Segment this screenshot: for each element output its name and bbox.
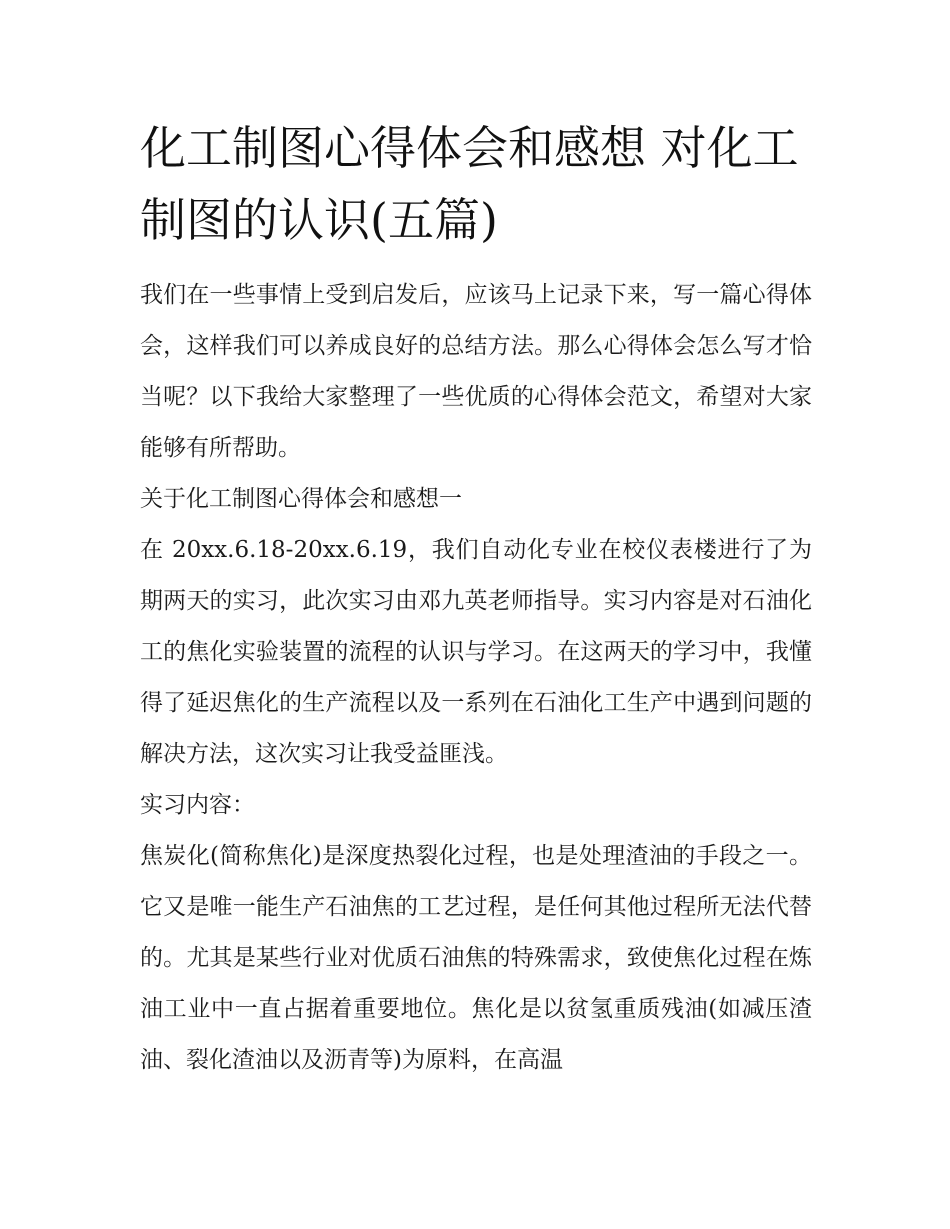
internship-paragraph: 在 20xx.6.18-20xx.6.19，我们自动化专业在校仪表楼进行了为期两天的实习，此次实习由邓九英老师指导。实习内容是对石油化工的焦化实验装置的流程的认识与学习。在这两天的学习中，我懂得了延迟焦化的生产流程以及一系列在石油化工生产中遇到问题的解决方法，这次实习让我受益匪浅。 (140, 537, 812, 767)
coking-paragraph: 焦炭化(简称焦化)是深度热裂化过程，也是处理渣油的手段之一。它又是唯一能生产石油焦的工艺过程，是任何其他过程所无法代替的。尤其是某些行业对优质石油焦的特殊需求，致使焦化过程在炼油工业中一直占据着重要地位。焦化是以贫氢重质残油(如减压渣油、裂化渣油以及沥青等)为原料，在高温 (140, 843, 812, 1073)
intro-paragraph: 我们在一些事情上受到启发后，应该马上记录下来，写一篇心得体会，这样我们可以养成良好的总结方法。那么心得体会怎么写才恰当呢？以下我给大家整理了一些优质的心得体会范文，希望对大家能够有所帮助。 (140, 282, 812, 461)
section-heading: 关于化工制图心得体会和感想一 (140, 486, 462, 512)
content-label: 实习内容： (140, 792, 255, 818)
document-title: 化工制图心得体会和感想 对化工制图的认识(五篇) (140, 121, 799, 247)
document-body (140, 112, 812, 1086)
